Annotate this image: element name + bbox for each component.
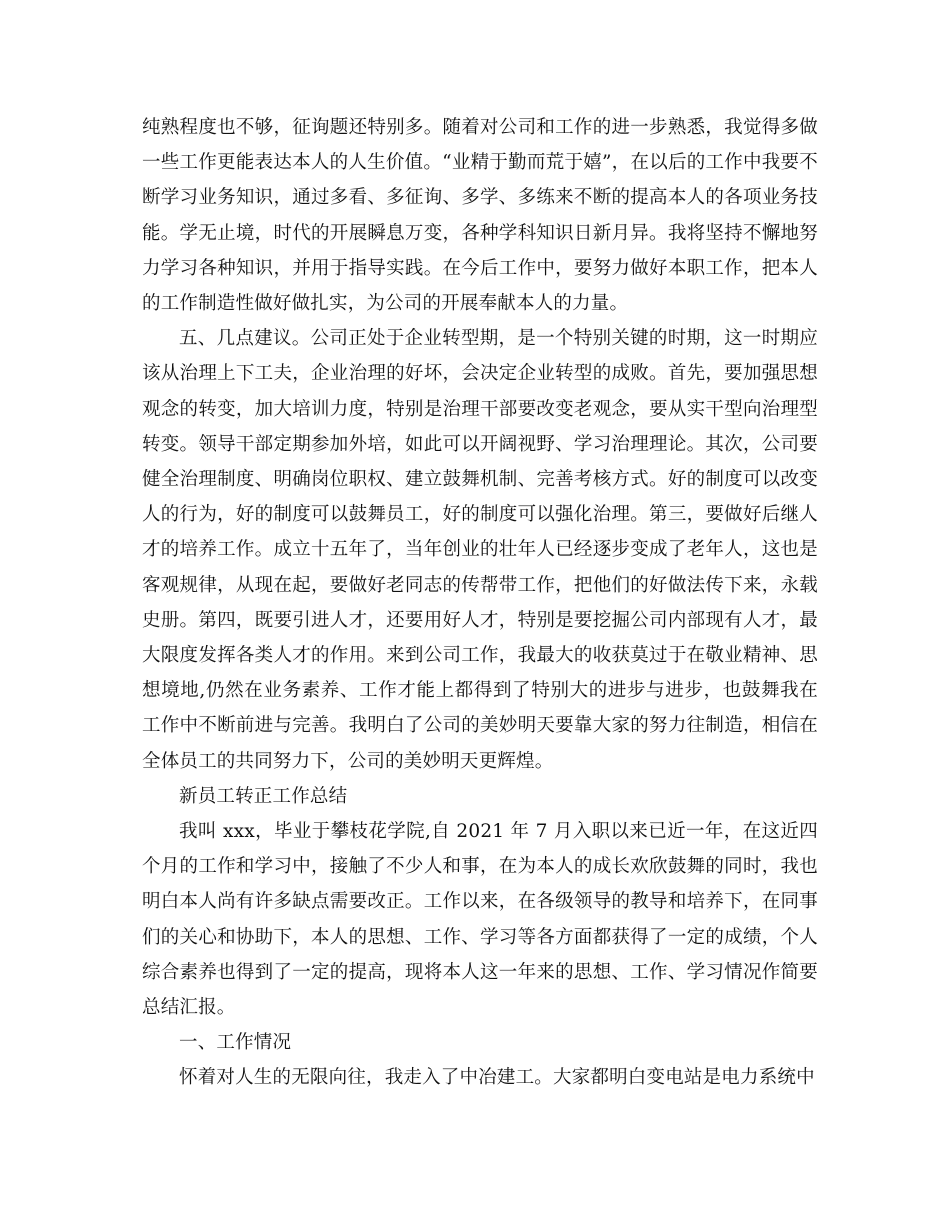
- document-body: [142, 110, 818, 1096]
- work-paragraph: 怀着对人生的无限向往，我走入了中冶建工。大家都明白变电站是电力系统中: [179, 1067, 815, 1089]
- suggestions-paragraph: 五、几点建议。公司正处于企业转型期，是一个特别关键的时期，这一时期应该从治理上下工夫，企业治理的好坏，会决定企业转型的成败。首先，要加强思想观念的转变，加大培训力度，特别是治理干部要改变老观念，要从实干型向治理型转变。领导干部定期参加外培，如此可以开阔视野、学习治理理论。其次，公司要健全治理制度、明确岗位职权、建立鼓舞机制、完善考核方式。好的制度可以改变人的行为，好的制度可以鼓舞员工，好的制度可以强化治理。第三，要做好后继人才的培养工作。成立十五年了，当年创业的壮年人已经逐步变成了老年人，这也是客观规律，从现在起，要做好老同志的传帮带工作，把他们的好做法传下来，永载史册。第四，既要引进人才，还要用好人才，特别是要挖掘公司内部现有人才，最大限度发挥各类人才的作用。来到公司工作，我最大的收获莫过于在敬业精神、思想境地,仍然在业务素养、工作才能上都得到了特别大的进步与进步，也鼓舞我在工作中不断前进与完善。我明白了公司的美妙明天要靠大家的努力往制造，相信在全体员工的共同努力下，公司的美妙明天更辉煌。: [142, 328, 818, 772]
- intro-paragraph: 我叫 xxx，毕业于攀枝花学院,自 2021 年 7 月入职以来已近一年，在这近四个月的工作和学习中，接触了不少人和事，在为本人的成长欢欣鼓舞的同时，我也明白本人尚有许多缺点需要改正。工作以来，在各级领导的教导和培养下，在同事们的关心和协助下，本人的思想、工作、学习等各方面都获得了一定的成绩，个人综合素养也得到了一定的提高，现将本人这一年来的思想、工作、学习情况作简要总结汇报。: [142, 821, 818, 1019]
- section-title: 新员工转正工作总结: [179, 785, 348, 807]
- subsection-heading: 一、工作情况: [179, 1032, 292, 1054]
- body-paragraph: 纯熟程度也不够，征询题还特别多。随着对公司和工作的进一步熟悉，我觉得多做一些工作更能表达本人的人生价值。“业精于勤而荒于嬉”，在以后的工作中我要不断学习业务知识，通过多看、多征询、多学、多练来不断的提高本人的各项业务技能。学无止境，时代的开展瞬息万变，各种学科知识日新月异。我将坚持不懈地努力学习各种知识，并用于指导实践。在今后工作中，要努力做好本职工作，把本人的工作制造性做好做扎实，为公司的开展奉献本人的力量。: [142, 117, 818, 315]
